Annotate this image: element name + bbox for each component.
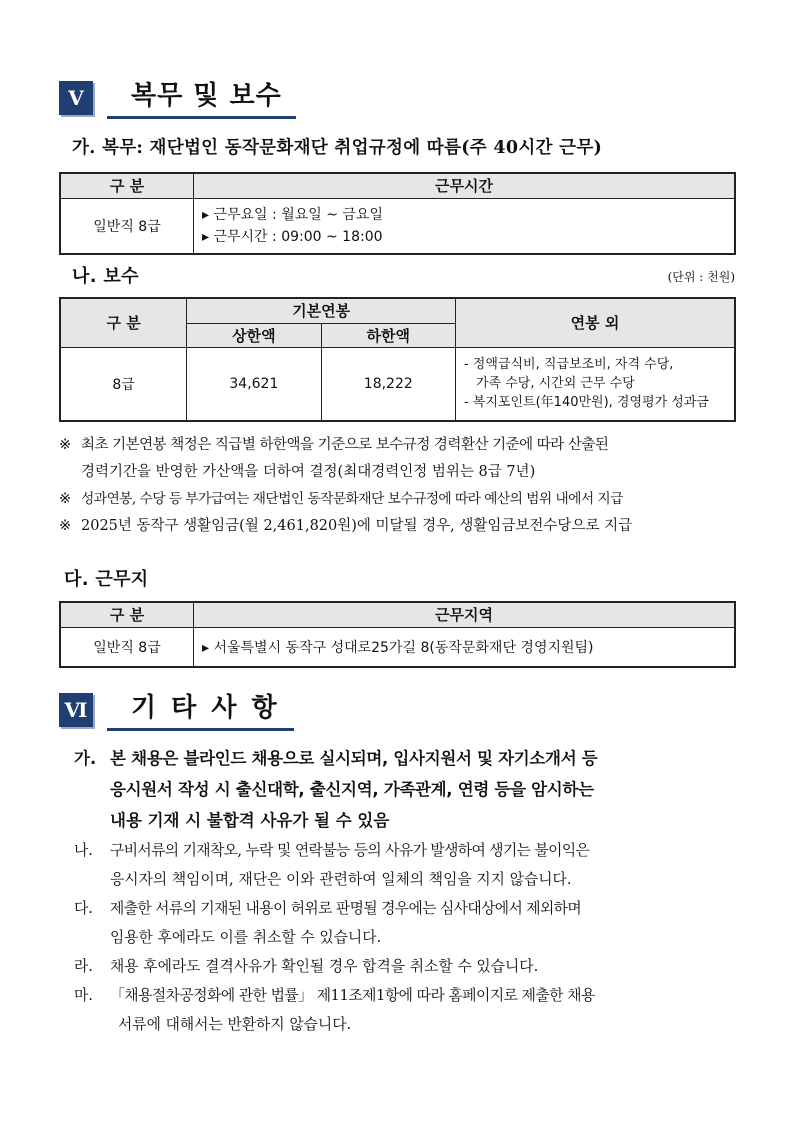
note-2-text: 성과연봉, 수당 등 부가급여는 재단법인 동작문화재단 보수규정에 따라 예산의 범위 내에서 지급 [81,491,623,507]
pay-col-lower: 하한액 [321,323,455,347]
notice-item-1-line-2: 응시원서 작성 시 출신대학, 출신지역, 가족관계, 연령 등을 암시하는 [110,780,594,799]
notice-item-5-line-2: 서류에 대해서는 반환하지 않습니다. [118,1016,352,1033]
note-3-text: 2025년 동작구 생활임금(월 2,461,820원)에 미달될 경우, 생활임금보전수당으로 지급 [81,518,633,534]
pay-lower-value: 18,222 [321,347,455,421]
notice-item-4-line-1: 채용 후에라도 결격사유가 확인될 경우 합격을 취소할 수 있습니다. [110,958,539,975]
pay-extra-2: 가족 수당, 시간외 근무 수당 [475,376,635,392]
notice-item-1-line-3: 내용 기재 시 불합격 사유가 될 수 있음 [110,811,390,830]
place-location: ▸ 서울특별시 동작구 성대로25가길 8(동작문화재단 경영지원팀) [194,627,736,667]
pay-extra-3: - 복지포인트(年140만원), 경영평가 성과금 [463,395,709,411]
pay-col-base: 기본연봉 [187,298,456,323]
notice-item-2-line-2: 응시자의 책임이며, 재단은 이와 관련하여 일체의 책임을 지지 않습니다. [110,871,572,888]
pay-upper-value: 34,621 [187,347,321,421]
duty-table [59,172,736,255]
pay-extra-1: - 정액급식비, 직급보조비, 자격 수당, [463,357,674,373]
section-5-title: 복무 및 보수 [107,78,296,119]
notice-item-3-label: 다. [74,900,93,917]
notice-item-4 [74,952,739,981]
duty-time: ▸ 근무시간 : 09:00 ~ 18:00 [202,228,383,245]
pay-table [59,297,736,422]
place-table [59,601,736,668]
note-mark: ※ [59,491,72,507]
note-1-cont [59,459,739,486]
notice-item-2 [74,836,739,894]
section-5-number: Ⅴ [59,81,93,115]
notice-item-5 [74,981,739,1039]
section-5-header [59,78,296,118]
pay-extra-cell [455,347,735,421]
place-col-location: 근무지역 [194,602,736,627]
section-6-title: 기 타 사 항 [107,690,294,731]
notice-item-5-line-1: 「채용절차공정화에 관한 법률」 제11조제1항에 따라 홈페이지로 제출한 채용 [110,987,595,1004]
duty-hours-cell [194,198,736,254]
section-6-number: Ⅵ [59,693,93,727]
notice-item-1 [74,743,739,836]
notice-item-1-line-1: 본 채용은 블라인드 채용으로 실시되며, 입사지원서 및 자기소개서 등 [110,749,598,768]
note-1-line-2: 경력기간을 반영한 가산액을 더하여 결정(최대경력인정 범위는 8급 7년) [81,464,536,480]
notice-item-3-line-2: 임용한 후에라도 이를 취소할 수 있습니다. [110,929,382,946]
note-mark: ※ [59,518,72,534]
duty-col-hours: 근무시간 [194,173,736,198]
notice-item-1-label: 가. [74,749,97,768]
place-col-category: 구 분 [60,602,194,627]
note-1 [59,432,739,459]
pay-col-category: 구 분 [60,298,187,347]
place-row-label: 일반직 8급 [60,627,194,667]
pay-notes [59,432,739,540]
pay-row-label: 8급 [60,347,187,421]
notice-item-2-line-1: 구비서류의 기재착오, 누락 및 연락불능 등의 사유가 발생하여 생기는 불이익은 [110,842,590,859]
notice-item-5-label: 마. [74,987,93,1004]
pay-unit: (단위 : 천원) [667,270,735,284]
pay-col-extra: 연봉 외 [455,298,735,347]
note-mark: ※ [59,437,72,453]
duty-heading: 가. 복무: 재단법인 동작문화재단 취업규정에 따름(주 40시간 근무) [72,138,603,158]
note-1-line-1: 최초 기본연봉 책정은 직급별 하한액을 기준으로 보수규정 경력환산 기준에 따라 산출된 [81,437,609,453]
pay-heading: 나. 보수 [72,266,139,287]
duty-days: ▸ 근무요일 : 월요일 ~ 금요일 [202,206,383,223]
notice-item-3 [74,894,739,952]
notice-list [74,743,739,1039]
notice-item-4-label: 라. [74,958,93,975]
notice-item-2-label: 나. [74,842,93,859]
pay-col-upper: 상한액 [187,323,321,347]
note-3 [59,513,739,540]
section-6-header [59,690,294,730]
note-2 [59,486,739,513]
notice-item-3-line-1: 제출한 서류의 기재된 내용이 허위로 판명될 경우에는 심사대상에서 제외하며 [110,900,582,917]
duty-row-label: 일반직 8급 [60,198,194,254]
place-heading: 다. 근무지 [64,569,149,590]
duty-col-category: 구 분 [60,173,194,198]
